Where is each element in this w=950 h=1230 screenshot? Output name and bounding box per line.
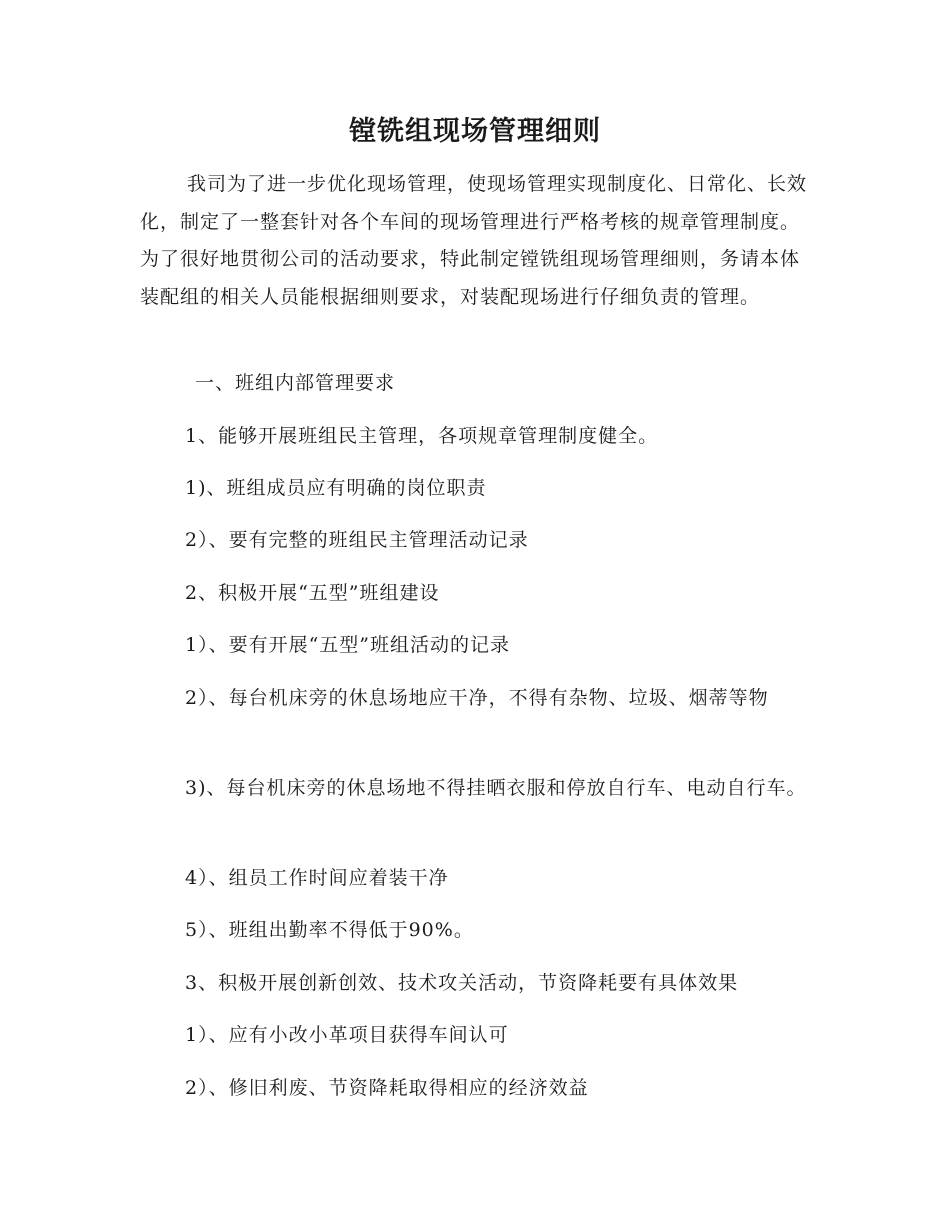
paragraph-item: 2）、修旧利废、节资降耗取得相应的经济效益: [185, 1077, 589, 1099]
document-title: 镗铣组现场管理细则: [349, 116, 601, 147]
paragraph-item: 2）、要有完整的班组民主管理活动记录: [185, 529, 529, 551]
paragraph-item: 1、能够开展班组民主管理，各项规章管理制度健全。: [185, 425, 659, 447]
intro-paragraph: 我司为了进一步优化现场管理，使现场管理实现制度化、日常化、长效化，制定了一整套针对各个车间的现场管理进行严格考核的规章管理制度。为了很好地贯彻公司的活动要求，特此制定镗铣组现场管理细则，务请本体装配组的相关人员能根据细则要求，对装配现场进行仔细负责的管理。: [140, 173, 808, 308]
paragraph-item: 1）、应有小改小革项目获得车间认可: [185, 1024, 509, 1046]
paragraph-item: 2、积极开展“五型”班组建设: [185, 582, 440, 604]
paragraph-item: 5）、班组出勤率不得低于90%。: [185, 919, 474, 941]
paragraph-item: 4）、组员工作时间应着装干净: [185, 867, 449, 889]
paragraph-item: 1)、班组成员应有明确的岗位职责: [185, 477, 487, 499]
paragraph-item: 2）、每台机床旁的休息场地应干净，不得有杂物、垃圾、烟蒂等物: [185, 687, 769, 709]
paragraph-item: 3、积极开展创新创效、技术攻关活动，节资降耗要有具体效果: [185, 972, 739, 994]
paragraph-item: 3)、每台机床旁的休息场地不得挂晒衣服和停放自行车、电动自行车。: [185, 777, 807, 799]
paragraph-item: 1）、要有开展“五型”班组活动的记录: [185, 634, 511, 656]
section-heading: 一、班组内部管理要求: [195, 372, 396, 394]
